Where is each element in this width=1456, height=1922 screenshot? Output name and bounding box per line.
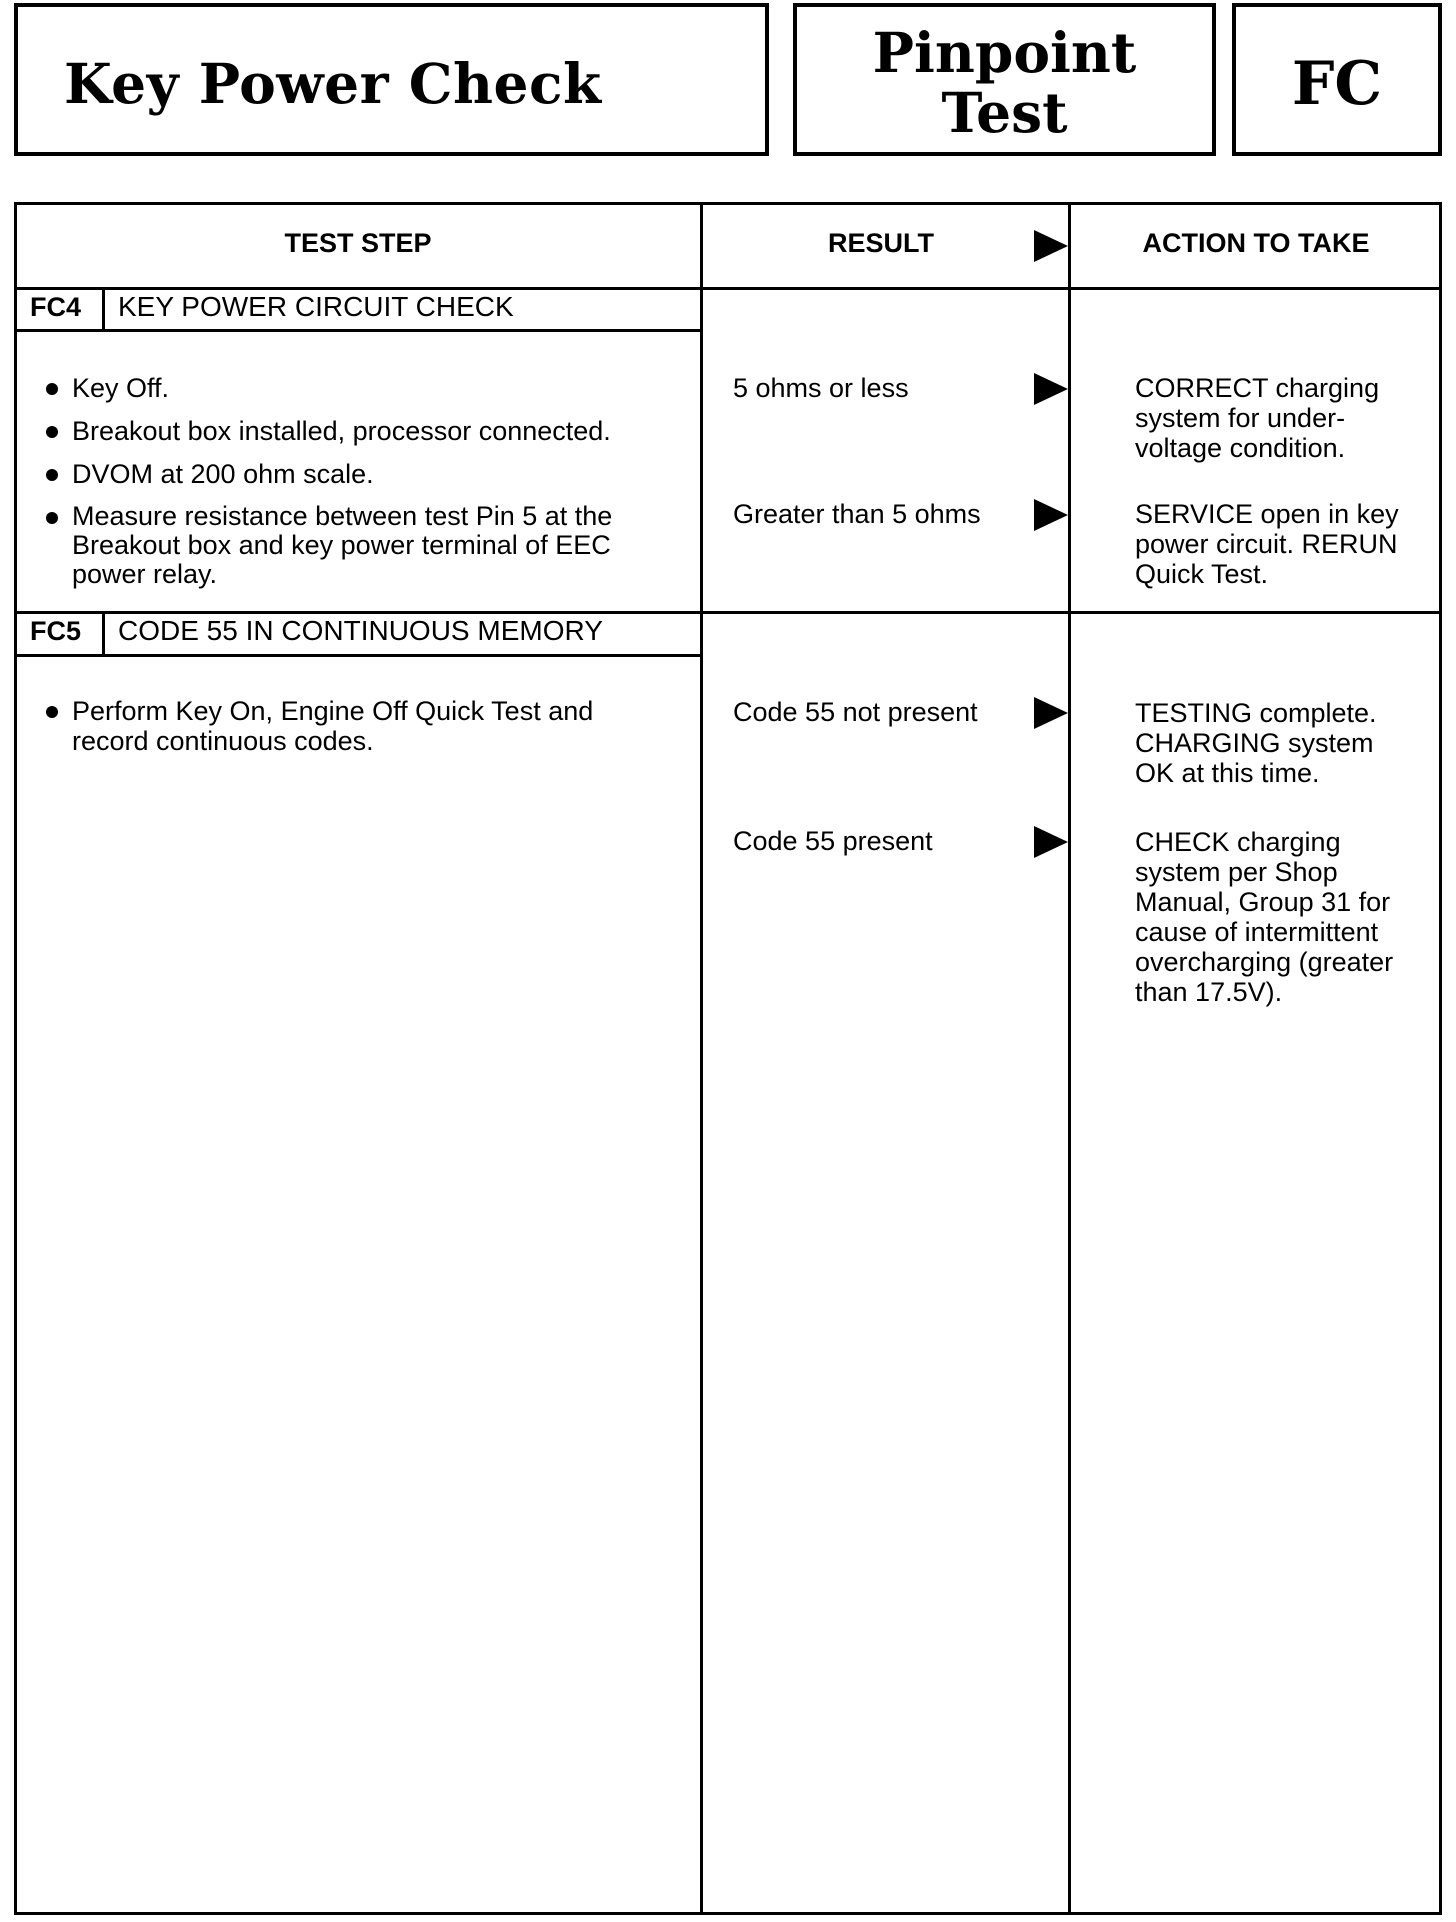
bullet-icon — [46, 469, 58, 481]
column-header-test-step: TEST STEP — [284, 228, 432, 258]
page-title: Key Power Check — [64, 51, 602, 116]
title-box — [14, 3, 769, 156]
header-row-divider — [14, 287, 1442, 290]
fc4-action-2: SERVICE open in key power circuit. RERUN Quick Test. — [1135, 499, 1399, 589]
fc5-code-divider — [102, 611, 105, 655]
fc4-result-2-arrow-icon — [1034, 499, 1068, 531]
list-item: DVOM at 200 ohm scale. — [42, 459, 662, 489]
fc4-code-divider — [102, 287, 105, 331]
bullet-icon — [46, 706, 58, 718]
fc4-result-1: 5 ohms or less — [733, 373, 909, 403]
list-item: Breakout box installed, processor connected. — [42, 416, 662, 446]
step-title-fc4: KEY POWER CIRCUIT CHECK — [118, 291, 514, 322]
bullet-icon — [46, 512, 58, 524]
fc4-result-1-arrow-icon — [1034, 373, 1068, 405]
fc5-result-1-arrow-icon — [1034, 697, 1068, 729]
bullet-icon — [46, 426, 58, 438]
column-header-result: RESULT — [828, 228, 934, 258]
fc5-step-list — [42, 696, 642, 769]
column-divider-1 — [700, 202, 703, 1915]
step-code-fc4: FC4 — [30, 292, 82, 322]
test-type-line2: Test — [941, 80, 1068, 145]
list-item: Key Off. — [42, 373, 662, 403]
list-item: Measure resistance between test Pin 5 at the Breakout box and key power terminal of EEC power relay. — [42, 502, 662, 589]
fc5-result-2-arrow-icon — [1034, 826, 1068, 858]
table-right-border — [1439, 202, 1442, 1915]
column-header-action: ACTION TO TAKE — [1142, 228, 1370, 258]
fc5-result-2: Code 55 present — [733, 826, 933, 856]
fc4-step-list — [42, 373, 662, 602]
table-bottom-border — [14, 1912, 1442, 1915]
fc5-result-1: Code 55 not present — [733, 697, 978, 727]
list-item: Perform Key On, Engine Off Quick Test and record continuous codes. — [42, 696, 642, 756]
fc4-title-underline — [14, 329, 702, 332]
test-type-line1: Pinpoint — [872, 20, 1137, 85]
fc4-action-1: CORRECT charging system for under-voltage condition. — [1135, 373, 1380, 463]
step-divider — [14, 611, 1442, 614]
result-header-arrow-icon — [1034, 230, 1068, 262]
table-left-border — [14, 202, 17, 1915]
test-code: FC — [1291, 49, 1383, 119]
fc5-action-1: TESTING complete. CHARGING system OK at this time. — [1135, 698, 1377, 788]
step-title-fc5: CODE 55 IN CONTINUOUS MEMORY — [118, 615, 603, 646]
step-code-fc5: FC5 — [30, 616, 82, 646]
bullet-icon — [46, 383, 58, 395]
test-code-box — [1232, 3, 1442, 156]
table-top-border — [14, 202, 1442, 205]
fc4-result-2: Greater than 5 ohms — [733, 499, 981, 529]
fc5-action-2: CHECK charging system per Shop Manual, Group 31 for cause of intermittent overcharging (greater than 17.5V). — [1135, 827, 1394, 1007]
test-type-box — [793, 3, 1216, 156]
fc5-title-underline — [14, 654, 702, 657]
column-divider-2 — [1068, 202, 1071, 1915]
